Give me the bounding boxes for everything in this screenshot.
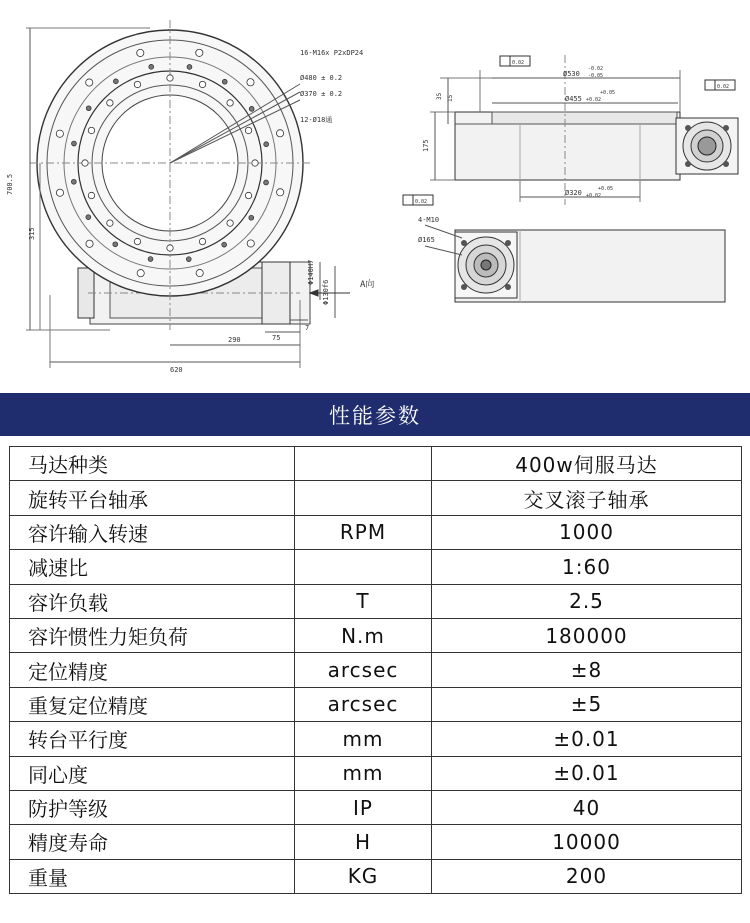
bolt-hole: [249, 215, 254, 220]
spec-name: 容许惯性力矩负荷: [10, 618, 295, 652]
bolt-hole: [88, 127, 94, 133]
dim-height: 700.5: [6, 173, 14, 195]
callout-dia-480: Ø480 ± 0.2: [300, 74, 343, 82]
bolt-hole: [56, 130, 63, 137]
spec-name: 精度寿命: [10, 825, 295, 859]
dim-motor-offset: 290: [228, 336, 241, 344]
dim-h15: 15: [447, 94, 454, 102]
spec-name: 减速比: [10, 550, 295, 584]
bolt-hole: [72, 141, 77, 146]
dim-h35: 35: [436, 92, 443, 100]
bolt-hole: [134, 81, 140, 87]
spec-name: 定位精度: [10, 653, 295, 687]
dim-inner-455: Ø455: [565, 95, 582, 103]
view-a: [425, 225, 725, 302]
bolt-hole: [167, 245, 173, 251]
bolt-hole: [227, 100, 233, 106]
bolt-hole: [82, 160, 88, 166]
spec-unit: KG: [295, 859, 432, 893]
spec-value: ±8: [432, 653, 742, 687]
spec-row: [10, 756, 742, 790]
dim-width: 620: [170, 366, 183, 374]
spec-value: ±5: [432, 687, 742, 721]
bolt-hole: [56, 189, 63, 196]
tol-frame-value: 0.02: [415, 199, 428, 205]
dim-bottom-tol-up: +0.05: [598, 186, 614, 192]
view-a-dia: Ø165: [418, 236, 435, 244]
spec-unit: [295, 481, 432, 515]
bolt-hole: [134, 238, 140, 244]
bolt-hole: [107, 220, 113, 226]
spec-unit: arcsec: [295, 687, 432, 721]
bolt-hole: [86, 215, 91, 220]
dim-small: 7: [305, 324, 310, 332]
bolt-hole: [86, 79, 93, 86]
bolt-hole: [86, 240, 93, 247]
spec-row: [10, 515, 742, 549]
bolt-hole: [196, 49, 203, 56]
bolt-hole: [222, 79, 227, 84]
bolt-hole: [167, 75, 173, 81]
dim-outer-530: Ø530: [563, 70, 580, 78]
dim-inner-tol-up: +0.05: [600, 90, 616, 96]
spec-unit: mm: [295, 722, 432, 756]
spec-name: 同心度: [10, 756, 295, 790]
bolt-hole: [71, 179, 76, 184]
spec-name: 防护等级: [10, 790, 295, 824]
dim-outer-tol-up: -0.02: [588, 66, 604, 72]
bolt-hole: [113, 242, 118, 247]
spec-value: ±0.01: [432, 722, 742, 756]
bolt-hole: [264, 142, 269, 147]
spec-row: [10, 447, 742, 481]
bolt-hole: [137, 49, 144, 56]
section-title: 性能参数: [329, 403, 421, 428]
dim-h175: 175: [422, 139, 430, 152]
spec-unit: [295, 550, 432, 584]
spec-table: [9, 446, 742, 894]
bolt-hole: [277, 189, 284, 196]
spec-value: 200: [432, 859, 742, 893]
dim-outer-tol-low: -0.05: [588, 73, 604, 79]
bolt-hole: [113, 79, 118, 84]
callout-thread: 16-M16x P2xDP24: [300, 49, 364, 57]
spec-row: [10, 687, 742, 721]
spec-row: [10, 550, 742, 584]
bolt-hole: [196, 269, 203, 276]
spec-name: 重量: [10, 859, 295, 893]
bolt-hole: [88, 192, 94, 198]
spec-name: 容许负载: [10, 584, 295, 618]
spec-value: 2.5: [432, 584, 742, 618]
spec-value: ±0.01: [432, 756, 742, 790]
bolt-hole: [245, 127, 251, 133]
bolt-hole: [86, 106, 91, 111]
spec-unit: arcsec: [295, 653, 432, 687]
spec-name: 马达种类: [10, 447, 295, 481]
spec-value: 交叉滚子轴承: [432, 481, 742, 515]
bolt-hole: [245, 192, 251, 198]
spec-unit: H: [295, 825, 432, 859]
bolt-hole: [187, 65, 192, 70]
spec-unit: N.m: [295, 618, 432, 652]
section-banner: [0, 393, 750, 436]
spec-unit: RPM: [295, 515, 432, 549]
spec-row: [10, 618, 742, 652]
spec-row: [10, 722, 742, 756]
direction-label: A向: [360, 280, 375, 290]
dim-bottom-tol-low: +0.02: [586, 193, 602, 199]
bolt-hole: [148, 257, 153, 262]
bolt-hole: [222, 242, 227, 247]
spec-row: [10, 859, 742, 893]
dim-bore-140: Φ140H7: [307, 259, 315, 285]
bolt-hole: [247, 240, 254, 247]
callout-holes: 12-Ø18通: [300, 116, 333, 124]
spec-name: 重复定位精度: [10, 687, 295, 721]
callout-dia-370: Ø370 ± 0.2: [300, 90, 343, 98]
spec-name: 容许输入转速: [10, 515, 295, 549]
bolt-hole: [249, 106, 254, 111]
spec-row: [10, 790, 742, 824]
dim-center-height: 315: [28, 227, 36, 240]
spec-unit: mm: [295, 756, 432, 790]
technical-drawing: [0, 0, 750, 390]
spec-value: 400w伺服马达: [432, 447, 742, 481]
view-a-thread: 4-M10: [418, 216, 440, 224]
dim-bore-130: Φ130f6: [322, 279, 330, 305]
spec-name: 转台平行度: [10, 722, 295, 756]
top-view: [26, 20, 350, 368]
dim-flange: 75: [272, 334, 281, 342]
spec-unit: T: [295, 584, 432, 618]
bolt-hole: [264, 180, 269, 185]
bolt-hole: [199, 238, 205, 244]
spec-value: 1:60: [432, 550, 742, 584]
bolt-hole: [137, 270, 144, 277]
spec-name: 旋转平台轴承: [10, 481, 295, 515]
tol-frame-value: 0.02: [512, 60, 525, 66]
bolt-hole: [252, 160, 258, 166]
bolt-hole: [199, 81, 205, 87]
spec-value: 180000: [432, 618, 742, 652]
spec-unit: [295, 447, 432, 481]
spec-row: [10, 481, 742, 515]
dim-inner-tol-low: +0.02: [586, 97, 602, 103]
bolt-hole: [227, 220, 233, 226]
bolt-hole: [276, 130, 283, 137]
spec-row: [10, 584, 742, 618]
spec-value: 10000: [432, 825, 742, 859]
tol-frame-value: 0.02: [717, 84, 730, 90]
spec-row: [10, 825, 742, 859]
bolt-hole: [247, 79, 254, 86]
spec-unit: IP: [295, 790, 432, 824]
bolt-hole: [186, 257, 191, 262]
spec-row: [10, 653, 742, 687]
spec-value: 1000: [432, 515, 742, 549]
dim-bottom-320: Ø320: [565, 189, 582, 197]
spec-value: 40: [432, 790, 742, 824]
bolt-hole: [107, 100, 113, 106]
bolt-hole: [149, 64, 154, 69]
